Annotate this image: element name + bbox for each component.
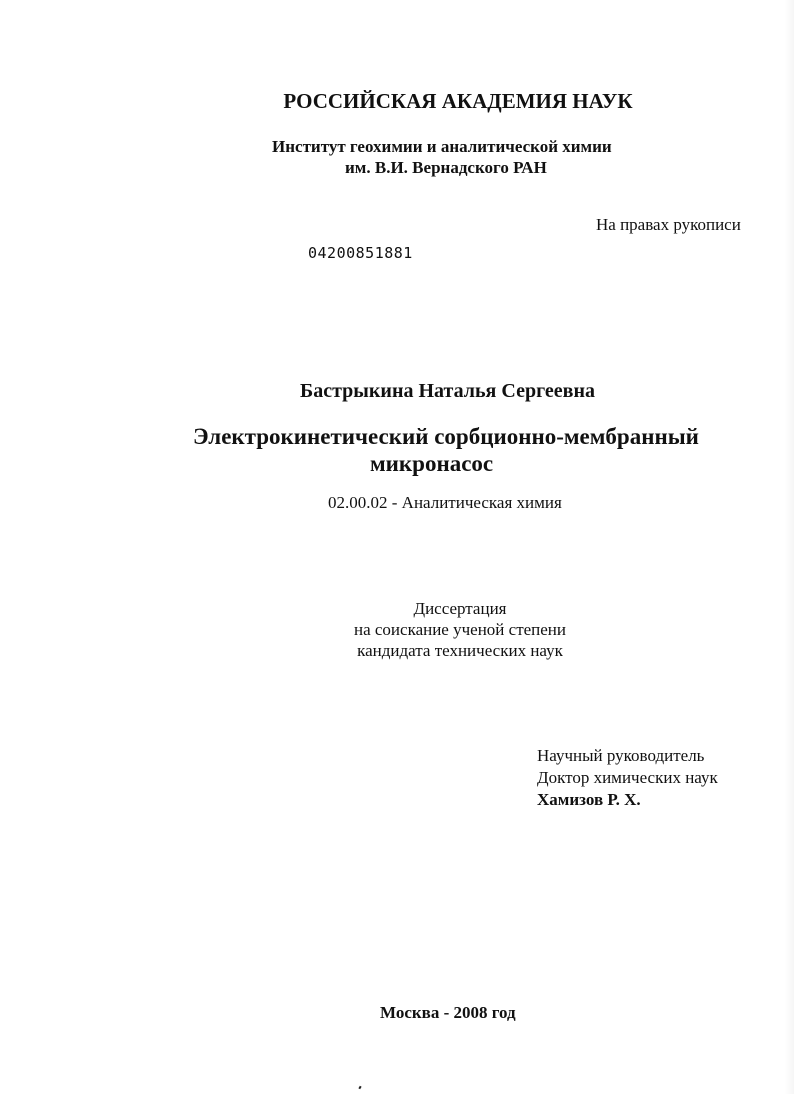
supervisor-name: Хамизов Р. Х. bbox=[537, 790, 641, 809]
degree-line3: кандидата технических наук bbox=[357, 641, 563, 660]
registry-number: 04200851881 bbox=[308, 244, 413, 262]
dissertation-title-line2: микронасос bbox=[370, 451, 494, 476]
author-name: Бастрыкина Наталья Сергеевна bbox=[300, 380, 595, 402]
supervisor-role: Научный руководитель bbox=[537, 746, 705, 765]
dissertation-title-line1: Электрокинетический сорбционно-мембранный bbox=[193, 424, 699, 449]
specialty-code: 02.00.02 - Аналитическая химия bbox=[328, 493, 562, 512]
institute-name-line1: Институт геохимии и аналитической химии bbox=[272, 137, 612, 156]
academy-heading: РОССИЙСКАЯ АКАДЕМИЯ НАУК bbox=[283, 89, 633, 113]
institute-name-line2: им. В.И. Вернадского РАН bbox=[345, 158, 547, 177]
scan-speck bbox=[358, 1086, 361, 1090]
supervisor-block bbox=[537, 745, 718, 811]
city-year-footer: Москва - 2008 год bbox=[380, 1003, 516, 1022]
supervisor-rank: Доктор химических наук bbox=[537, 768, 718, 787]
manuscript-rights-note: На правах рукописи bbox=[596, 215, 741, 234]
scan-edge-shadow bbox=[784, 0, 794, 1094]
degree-line1: Диссертация bbox=[413, 599, 507, 618]
degree-statement bbox=[300, 598, 620, 661]
degree-line2: на соискание ученой степени bbox=[353, 620, 567, 639]
